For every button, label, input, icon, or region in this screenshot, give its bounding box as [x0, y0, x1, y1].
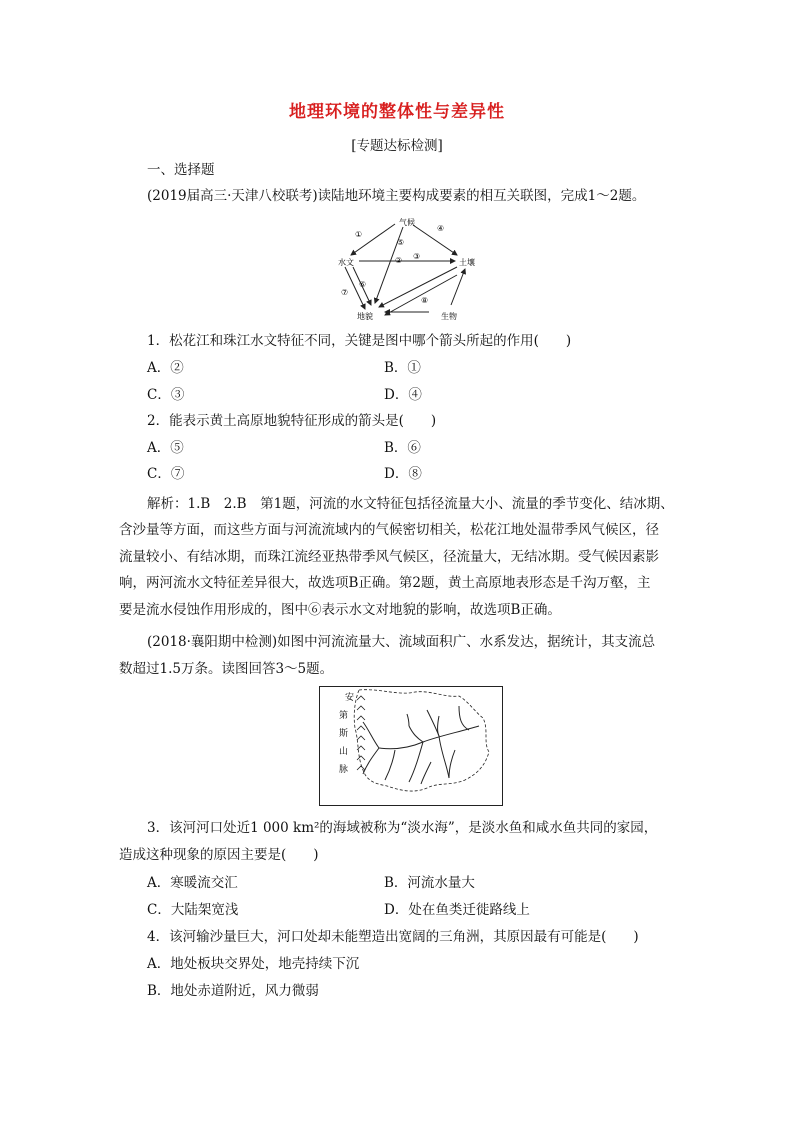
question-4-option-a[interactable]: A．地处板块交界处，地壳持续下沉 [147, 956, 360, 972]
question-4-option-b[interactable]: B．地处赤道附近，风力微弱 [147, 983, 319, 999]
arrow-label-2: ② [395, 256, 403, 265]
mountain-char-2: 第 [339, 711, 349, 721]
question-4-stem: 4．该河输沙量巨大，河口处却未能塑造出宽阔的三角洲，其原因最有可能是( ) [147, 929, 639, 945]
arrow-label-8: ⑧ [421, 296, 429, 305]
arrow-label-6: ⑥ [359, 280, 367, 289]
question-3-option-a[interactable]: A．寒暖流交汇 [147, 875, 238, 891]
diagram-label-climate: 气候 [399, 218, 415, 227]
mountain-char-3: 斯 [339, 729, 349, 739]
question-2-option-d[interactable]: D．⑧ [384, 466, 422, 482]
page-title: 地理环境的整体性与差异性 [289, 102, 505, 122]
question-3-option-c[interactable]: C．大陆架宽浅 [147, 902, 239, 918]
intro-text-1: (2019届高三·天津八校联考)读陆地环境主要构成要素的相互关联图，完成1～2题。 [147, 188, 646, 204]
arrow-label-7: ⑦ [341, 288, 349, 297]
arrow-label-5: ⑤ [397, 238, 405, 247]
question-3-option-b[interactable]: B．河流水量大 [384, 875, 475, 891]
question-1-option-a[interactable]: A．② [147, 360, 184, 376]
section-heading: 一、选择题 [147, 162, 215, 178]
page-subtitle: [专题达标检测] [351, 138, 443, 154]
question-2-option-a[interactable]: A．⑤ [147, 440, 184, 456]
analysis-line-2: 含沙量等方面，而这些方面与河流流域内的气候密切相关，松花江地处温带季风气候区，径 [119, 522, 659, 538]
mountain-char-5: 脉 [339, 765, 349, 775]
question-3-option-d[interactable]: D．处在鱼类迁徙路线上 [384, 902, 530, 918]
arrow-label-1: ① [355, 230, 363, 239]
diagram-label-hydrology: 水文 [338, 258, 354, 267]
question-2-stem: 2．能表示黄土高原地貌特征形成的箭头是( ) [147, 413, 437, 429]
analysis-line-1: 解析：1.B 2.B 第1题，河流的水文特征包括径流量大小、流量的季节变化、结冰期、 [147, 496, 674, 512]
mountain-char-1: 安 [345, 693, 355, 703]
diagram-label-soil: 土壤 [459, 258, 475, 267]
question-1-option-b[interactable]: B．① [384, 360, 421, 376]
question-1-option-c[interactable]: C．③ [147, 387, 185, 403]
analysis-line-5: 要是流水侵蚀作用形成的，图中⑥表示水文对地貌的影响，故选项B正确。 [119, 602, 561, 618]
mountain-char-4: 山 [339, 747, 349, 757]
question-2-option-c[interactable]: C．⑦ [147, 466, 185, 482]
question-2-option-b[interactable]: B．⑥ [384, 440, 421, 456]
intro-text-2-line-1: (2018·襄阳期中检测)如图中河流流量大、流域面积广、水系发达，据统计，其支流总 [147, 634, 656, 650]
arrow-label-3: ③ [413, 252, 421, 261]
question-3-stem-line-2: 造成这种现象的原因主要是( ) [119, 847, 319, 863]
element-relation-diagram [333, 215, 495, 320]
question-3-stem-line-1: 3．该河河口处近1 000 km²的海域被称为“淡水海”，是淡水鱼和咸水鱼共同的家园， [147, 820, 658, 836]
analysis-line-3: 流量较小、有结冰期，而珠江流经亚热带季风气候区，径流量大，无结冰期。受气候因素影 [119, 549, 659, 565]
analysis-line-4: 响，两河流水文特征差异很大，故选项B正确。第2题，黄土高原地表形态是千沟万壑，主 [119, 575, 651, 591]
river-basin-map [319, 686, 503, 806]
diagram-label-biology: 生物 [441, 312, 457, 320]
arrow-label-4: ④ [437, 224, 445, 233]
question-1-option-d[interactable]: D．④ [384, 387, 422, 403]
diagram-label-landform: 地貌 [357, 312, 373, 320]
intro-text-2-line-2: 数超过1.5万条。读图回答3～5题。 [119, 661, 334, 677]
question-1-stem: 1．松花江和珠江水文特征不同，关键是图中哪个箭头所起的作用( ) [147, 333, 572, 349]
